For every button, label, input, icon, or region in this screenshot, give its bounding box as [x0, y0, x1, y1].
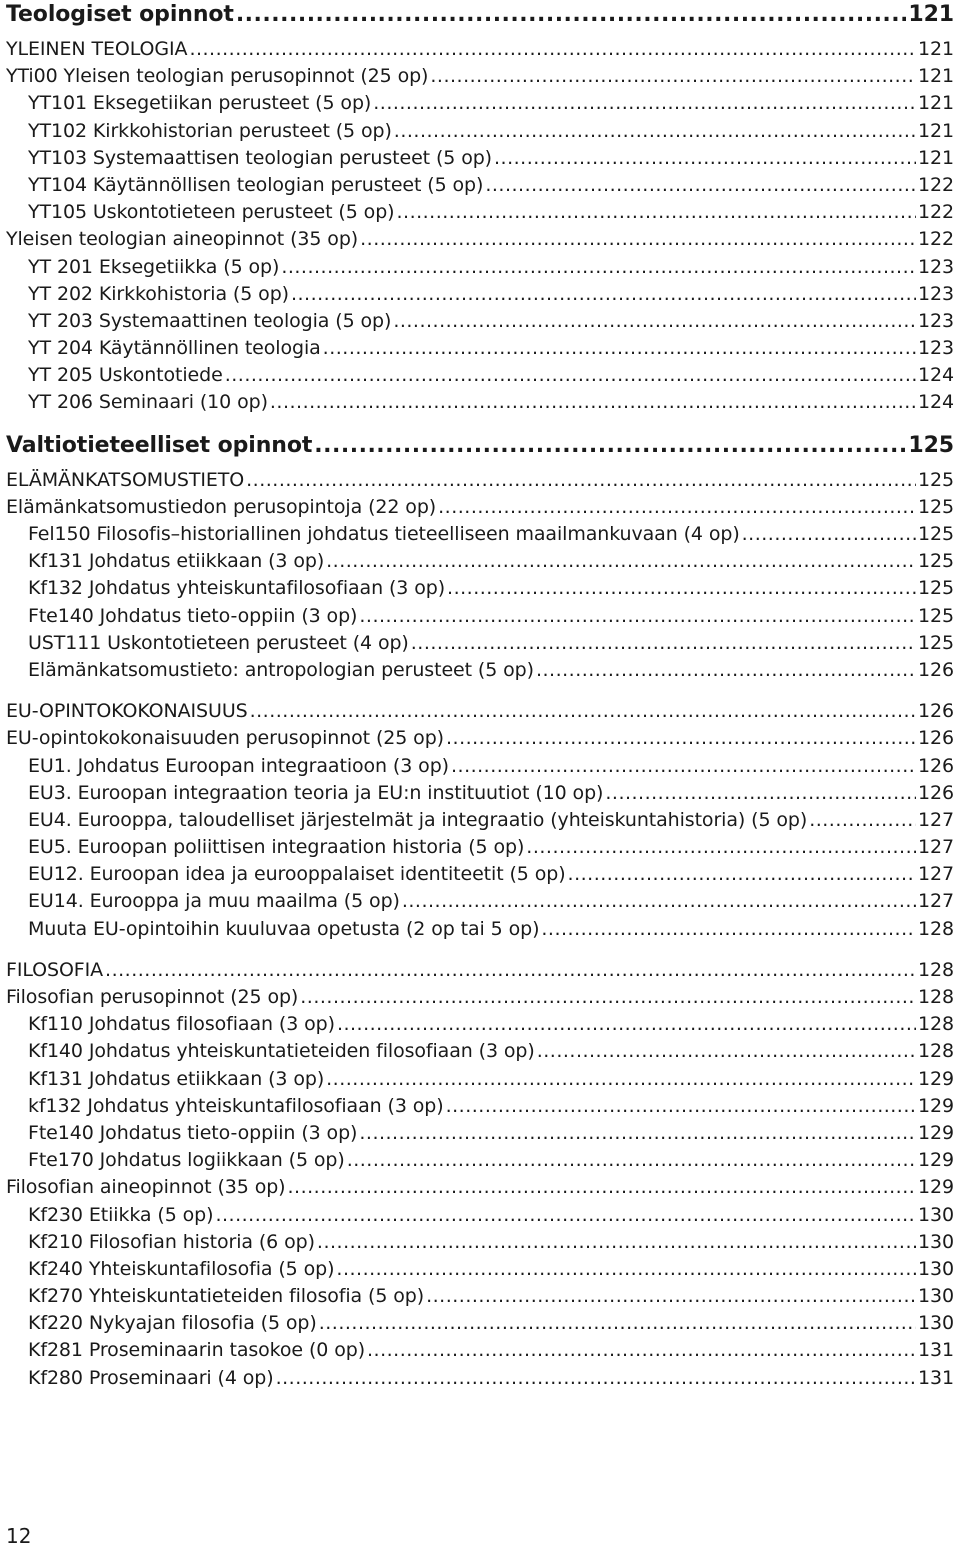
entry-title: YT105 Uskontotieteen perusteet (5 op): [28, 201, 395, 224]
toc-subentry: [6, 1337, 954, 1364]
toc-entry: [6, 494, 954, 521]
dot-leader: [360, 226, 916, 253]
toc-subentry: [6, 888, 954, 915]
toc-subentry: [6, 861, 954, 888]
dot-leader: [291, 281, 916, 308]
dot-leader: [402, 888, 916, 915]
page-ref: 130: [918, 1312, 954, 1335]
toc-entry: [6, 698, 954, 725]
dot-leader: [276, 1365, 916, 1392]
dot-leader: [446, 725, 916, 752]
entry-title: Elämänkatsomustieto: antropologian perusteet (5 op): [28, 658, 534, 681]
page-ref: 125: [918, 495, 954, 518]
page-ref: 128: [918, 1040, 954, 1063]
page-ref: 127: [918, 890, 954, 913]
entry-title: EU12. Euroopan idea ja eurooppalaiset identiteetit (5 op): [28, 863, 566, 886]
dot-leader: [314, 431, 906, 461]
page-ref: 121: [918, 38, 954, 60]
entry-title: YTi00 Yleisen teologian perusopinnot (25 op): [6, 65, 429, 88]
toc-subentry: [6, 916, 954, 943]
toc-subentry: [6, 362, 954, 389]
toc-subentry: [6, 335, 954, 362]
toc-subentry: [6, 1120, 954, 1147]
dot-leader: [236, 0, 907, 30]
toc-subentry: [6, 575, 954, 602]
dot-leader: [359, 603, 916, 630]
dot-leader: [394, 118, 916, 145]
page-ref: 121: [908, 2, 954, 27]
toc-entry: [6, 226, 954, 253]
page-ref: 125: [918, 550, 954, 573]
dot-leader: [446, 1093, 916, 1120]
toc-entry: [6, 1174, 954, 1201]
toc-entry: [6, 957, 954, 984]
entry-title: Valtiotieteelliset opinnot: [6, 432, 313, 458]
page-ref: 129: [918, 1067, 954, 1090]
dot-leader: [485, 172, 916, 199]
section-heading: [6, 0, 954, 30]
entry-title: YT102 Kirkkohistorian perusteet (5 op): [28, 119, 392, 142]
entry-title: YT101 Eksegetiikan perusteet (5 op): [28, 92, 372, 115]
page-ref: 127: [918, 863, 954, 886]
dot-leader: [215, 1202, 916, 1229]
entry-title: YT 203 Systemaattinen teologia (5 op): [28, 309, 392, 332]
dot-leader: [105, 957, 916, 984]
section-heading: [6, 431, 954, 461]
dot-leader: [742, 521, 916, 548]
toc-subentry: [6, 1093, 954, 1120]
spacer: [6, 417, 954, 431]
entry-title: Filosofian perusopinnot (25 op): [6, 986, 299, 1008]
dot-leader: [337, 1011, 916, 1038]
page-ref: 121: [918, 119, 954, 142]
entry-title: ELÄMÄNKATSOMUSTIETO: [6, 468, 245, 491]
entry-title: EU-opintokokonaisuuden perusopinnot (25 op): [6, 727, 444, 750]
dot-leader: [526, 834, 916, 861]
dot-leader: [396, 199, 916, 226]
dot-leader: [393, 308, 916, 335]
entry-title: Yleisen teologian aineopinnot (35 op): [6, 228, 359, 251]
entry-title: Fte140 Johdatus tieto-oppiin (3 op): [28, 1121, 358, 1144]
entry-title: EU1. Johdatus Euroopan integraatioon (3 op): [28, 754, 449, 777]
page-ref: 126: [918, 754, 954, 777]
toc-subentry: [6, 603, 954, 630]
toc-subentry: [6, 172, 954, 199]
toc-subentry: [6, 1066, 954, 1093]
dot-leader: [373, 90, 916, 117]
toc-subentry: [6, 1283, 954, 1310]
toc-subentry: [6, 807, 954, 834]
entry-title: EU4. Eurooppa, taloudelliset järjestelmät ja integraatio (yhteiskuntahistoria) (5 op): [28, 808, 808, 831]
page-ref: 125: [918, 577, 954, 600]
page-ref: 126: [918, 700, 954, 723]
dot-leader: [326, 548, 916, 575]
dot-leader: [270, 389, 916, 416]
dot-leader: [250, 698, 916, 725]
dot-leader: [189, 36, 916, 63]
page-ref: 128: [918, 1013, 954, 1036]
entry-title: EU-OPINTOKOKONAISUUS: [6, 700, 248, 723]
dot-leader: [367, 1337, 916, 1364]
page-ref: 128: [918, 986, 954, 1008]
toc-entry: [6, 467, 954, 494]
page-ref: 125: [918, 468, 954, 491]
dot-leader: [536, 657, 916, 684]
page-ref: 122: [918, 201, 954, 224]
dot-leader: [494, 145, 916, 172]
page-ref: 126: [918, 727, 954, 750]
toc-subentry: [6, 199, 954, 226]
page-number: 12: [6, 1524, 32, 1548]
toc-subentry: [6, 145, 954, 172]
entry-title: Muuta EU-opintoihin kuuluvaa opetusta (2 op tai 5 op): [28, 917, 540, 940]
toc-entry: [6, 63, 954, 90]
toc-subentry: [6, 1011, 954, 1038]
toc-subentry: [6, 1147, 954, 1174]
entry-title: YT 202 Kirkkohistoria (5 op): [28, 282, 289, 305]
page-ref: 129: [918, 1176, 954, 1199]
entry-title: Filosofian aineopinnot (35 op): [6, 1176, 286, 1199]
page-ref: 128: [918, 958, 954, 981]
dot-leader: [411, 630, 916, 657]
entry-title: Kf220 Nykyajan filosofia (5 op): [28, 1312, 317, 1335]
entry-title: Kf230 Etiikka (5 op): [28, 1203, 214, 1226]
dot-leader: [447, 575, 916, 602]
dot-leader: [359, 1120, 916, 1147]
page-ref: 125: [918, 523, 954, 545]
entry-title: EU3. Euroopan integraation teoria ja EU:n instituutiot (10 op): [28, 781, 604, 804]
entry-title: YT 206 Seminaari (10 op): [28, 391, 268, 414]
toc-subentry: [6, 308, 954, 335]
dot-leader: [336, 1256, 916, 1283]
toc-subentry: [6, 548, 954, 575]
toc-subentry: [6, 521, 954, 548]
dot-leader: [451, 753, 916, 780]
entry-title: Teologiset opinnot: [6, 2, 234, 27]
dot-leader: [541, 916, 916, 943]
page-ref: 127: [918, 808, 954, 831]
page-ref: 121: [918, 146, 954, 169]
entry-title: YT 205 Uskontotiede: [28, 364, 223, 387]
entry-title: UST111 Uskontotieteen perusteet (4 op): [28, 631, 409, 654]
dot-leader: [809, 807, 916, 834]
dot-leader: [430, 63, 916, 90]
page-ref: 126: [918, 658, 954, 681]
page-ref: 123: [918, 255, 954, 278]
toc-subentry: [6, 834, 954, 861]
entry-title: YT 201 Eksegetiikka (5 op): [28, 255, 280, 278]
toc-subentry: [6, 1256, 954, 1283]
toc-subentry: [6, 281, 954, 308]
toc-subentry: [6, 1202, 954, 1229]
dot-leader: [426, 1283, 916, 1310]
toc-subentry: [6, 389, 954, 416]
entry-title: Kf270 Yhteiskuntatieteiden filosofia (5 op): [28, 1285, 425, 1308]
page-ref: 131: [918, 1366, 954, 1389]
toc-entry: [6, 984, 954, 1011]
toc-subentry: [6, 118, 954, 145]
entry-title: EU5. Euroopan poliittisen integraation historia (5 op): [28, 836, 525, 859]
page-ref: 125: [908, 432, 954, 458]
page-ref: 125: [918, 604, 954, 627]
page-ref: 130: [918, 1230, 954, 1253]
dot-leader: [246, 467, 916, 494]
page-ref: 129: [918, 1094, 954, 1117]
toc-subentry: [6, 90, 954, 117]
page-ref: 130: [918, 1257, 954, 1280]
table-of-contents: [6, 0, 954, 1392]
dot-leader: [317, 1229, 916, 1256]
entry-title: FILOSOFIA: [6, 958, 104, 981]
toc-subentry: [6, 254, 954, 281]
entry-title: Kf210 Filosofian historia (6 op): [28, 1230, 315, 1253]
dot-leader: [347, 1147, 916, 1174]
page-ref: 130: [918, 1203, 954, 1226]
entry-title: YLEINEN TEOLOGIA: [6, 38, 188, 60]
entry-title: Fte140 Johdatus tieto-oppiin (3 op): [28, 604, 358, 627]
toc-subentry: [6, 657, 954, 684]
dot-leader: [326, 1066, 916, 1093]
page-ref: 131: [918, 1339, 954, 1362]
entry-title: YT 204 Käytännöllinen teologia: [28, 337, 321, 360]
page-ref: 129: [918, 1121, 954, 1144]
entry-title: Kf240 Yhteiskuntafilosofia (5 op): [28, 1257, 335, 1280]
dot-leader: [281, 254, 916, 281]
entry-title: YT104 Käytännöllisen teologian perusteet (5 op): [28, 173, 484, 196]
page-ref: 122: [918, 173, 954, 196]
toc-subentry: [6, 1038, 954, 1065]
dot-leader: [605, 780, 916, 807]
page-ref: 122: [918, 228, 954, 251]
page-ref: 127: [918, 836, 954, 859]
toc-subentry: [6, 780, 954, 807]
dot-leader: [288, 1174, 917, 1201]
page-ref: 124: [918, 391, 954, 414]
toc-subentry: [6, 753, 954, 780]
entry-title: Kf280 Proseminaari (4 op): [28, 1366, 274, 1389]
entry-title: kf132 Johdatus yhteiskuntafilosofiaan (3 op): [28, 1094, 444, 1117]
toc-subentry: [6, 630, 954, 657]
page-ref: 123: [918, 309, 954, 332]
dot-leader: [319, 1310, 916, 1337]
dot-leader: [323, 335, 916, 362]
entry-title: Fel150 Filosofis–historiallinen johdatus tieteelliseen maailmankuvaan (4 op): [28, 523, 740, 545]
page-ref: 123: [918, 337, 954, 360]
toc-subentry: [6, 1310, 954, 1337]
entry-title: Kf131 Johdatus etiikkaan (3 op): [28, 550, 325, 573]
page-ref: 121: [918, 92, 954, 115]
entry-title: YT103 Systemaattisen teologian perusteet (5 op): [28, 146, 492, 169]
spacer: [6, 943, 954, 957]
toc-entry: [6, 725, 954, 752]
spacer: [6, 684, 954, 698]
page-ref: 129: [918, 1149, 954, 1172]
dot-leader: [568, 861, 917, 888]
page-ref: 123: [918, 282, 954, 305]
entry-title: Kf131 Johdatus etiikkaan (3 op): [28, 1067, 325, 1090]
page-ref: 126: [918, 781, 954, 804]
page-ref: 125: [918, 631, 954, 654]
entry-title: EU14. Eurooppa ja muu maailma (5 op): [28, 890, 400, 913]
entry-title: Kf132 Johdatus yhteiskuntafilosofiaan (3 op): [28, 577, 446, 600]
entry-title: Kf110 Johdatus filosofiaan (3 op): [28, 1013, 335, 1036]
page-ref: 124: [918, 364, 954, 387]
toc-entry: [6, 36, 954, 63]
entry-title: Fte170 Johdatus logiikkaan (5 op): [28, 1149, 345, 1172]
page-ref: 128: [918, 917, 954, 940]
entry-title: Elämänkatsomustiedon perusopintoja (22 op): [6, 495, 437, 518]
entry-title: Kf140 Johdatus yhteiskuntatieteiden filosofiaan (3 op): [28, 1040, 535, 1063]
dot-leader: [300, 984, 916, 1011]
toc-subentry: [6, 1365, 954, 1392]
page-ref: 121: [918, 65, 954, 88]
entry-title: Kf281 Proseminaarin tasokoe (0 op): [28, 1339, 366, 1362]
toc-subentry: [6, 1229, 954, 1256]
dot-leader: [537, 1038, 916, 1065]
page-ref: 130: [918, 1285, 954, 1308]
dot-leader: [225, 362, 916, 389]
dot-leader: [438, 494, 916, 521]
